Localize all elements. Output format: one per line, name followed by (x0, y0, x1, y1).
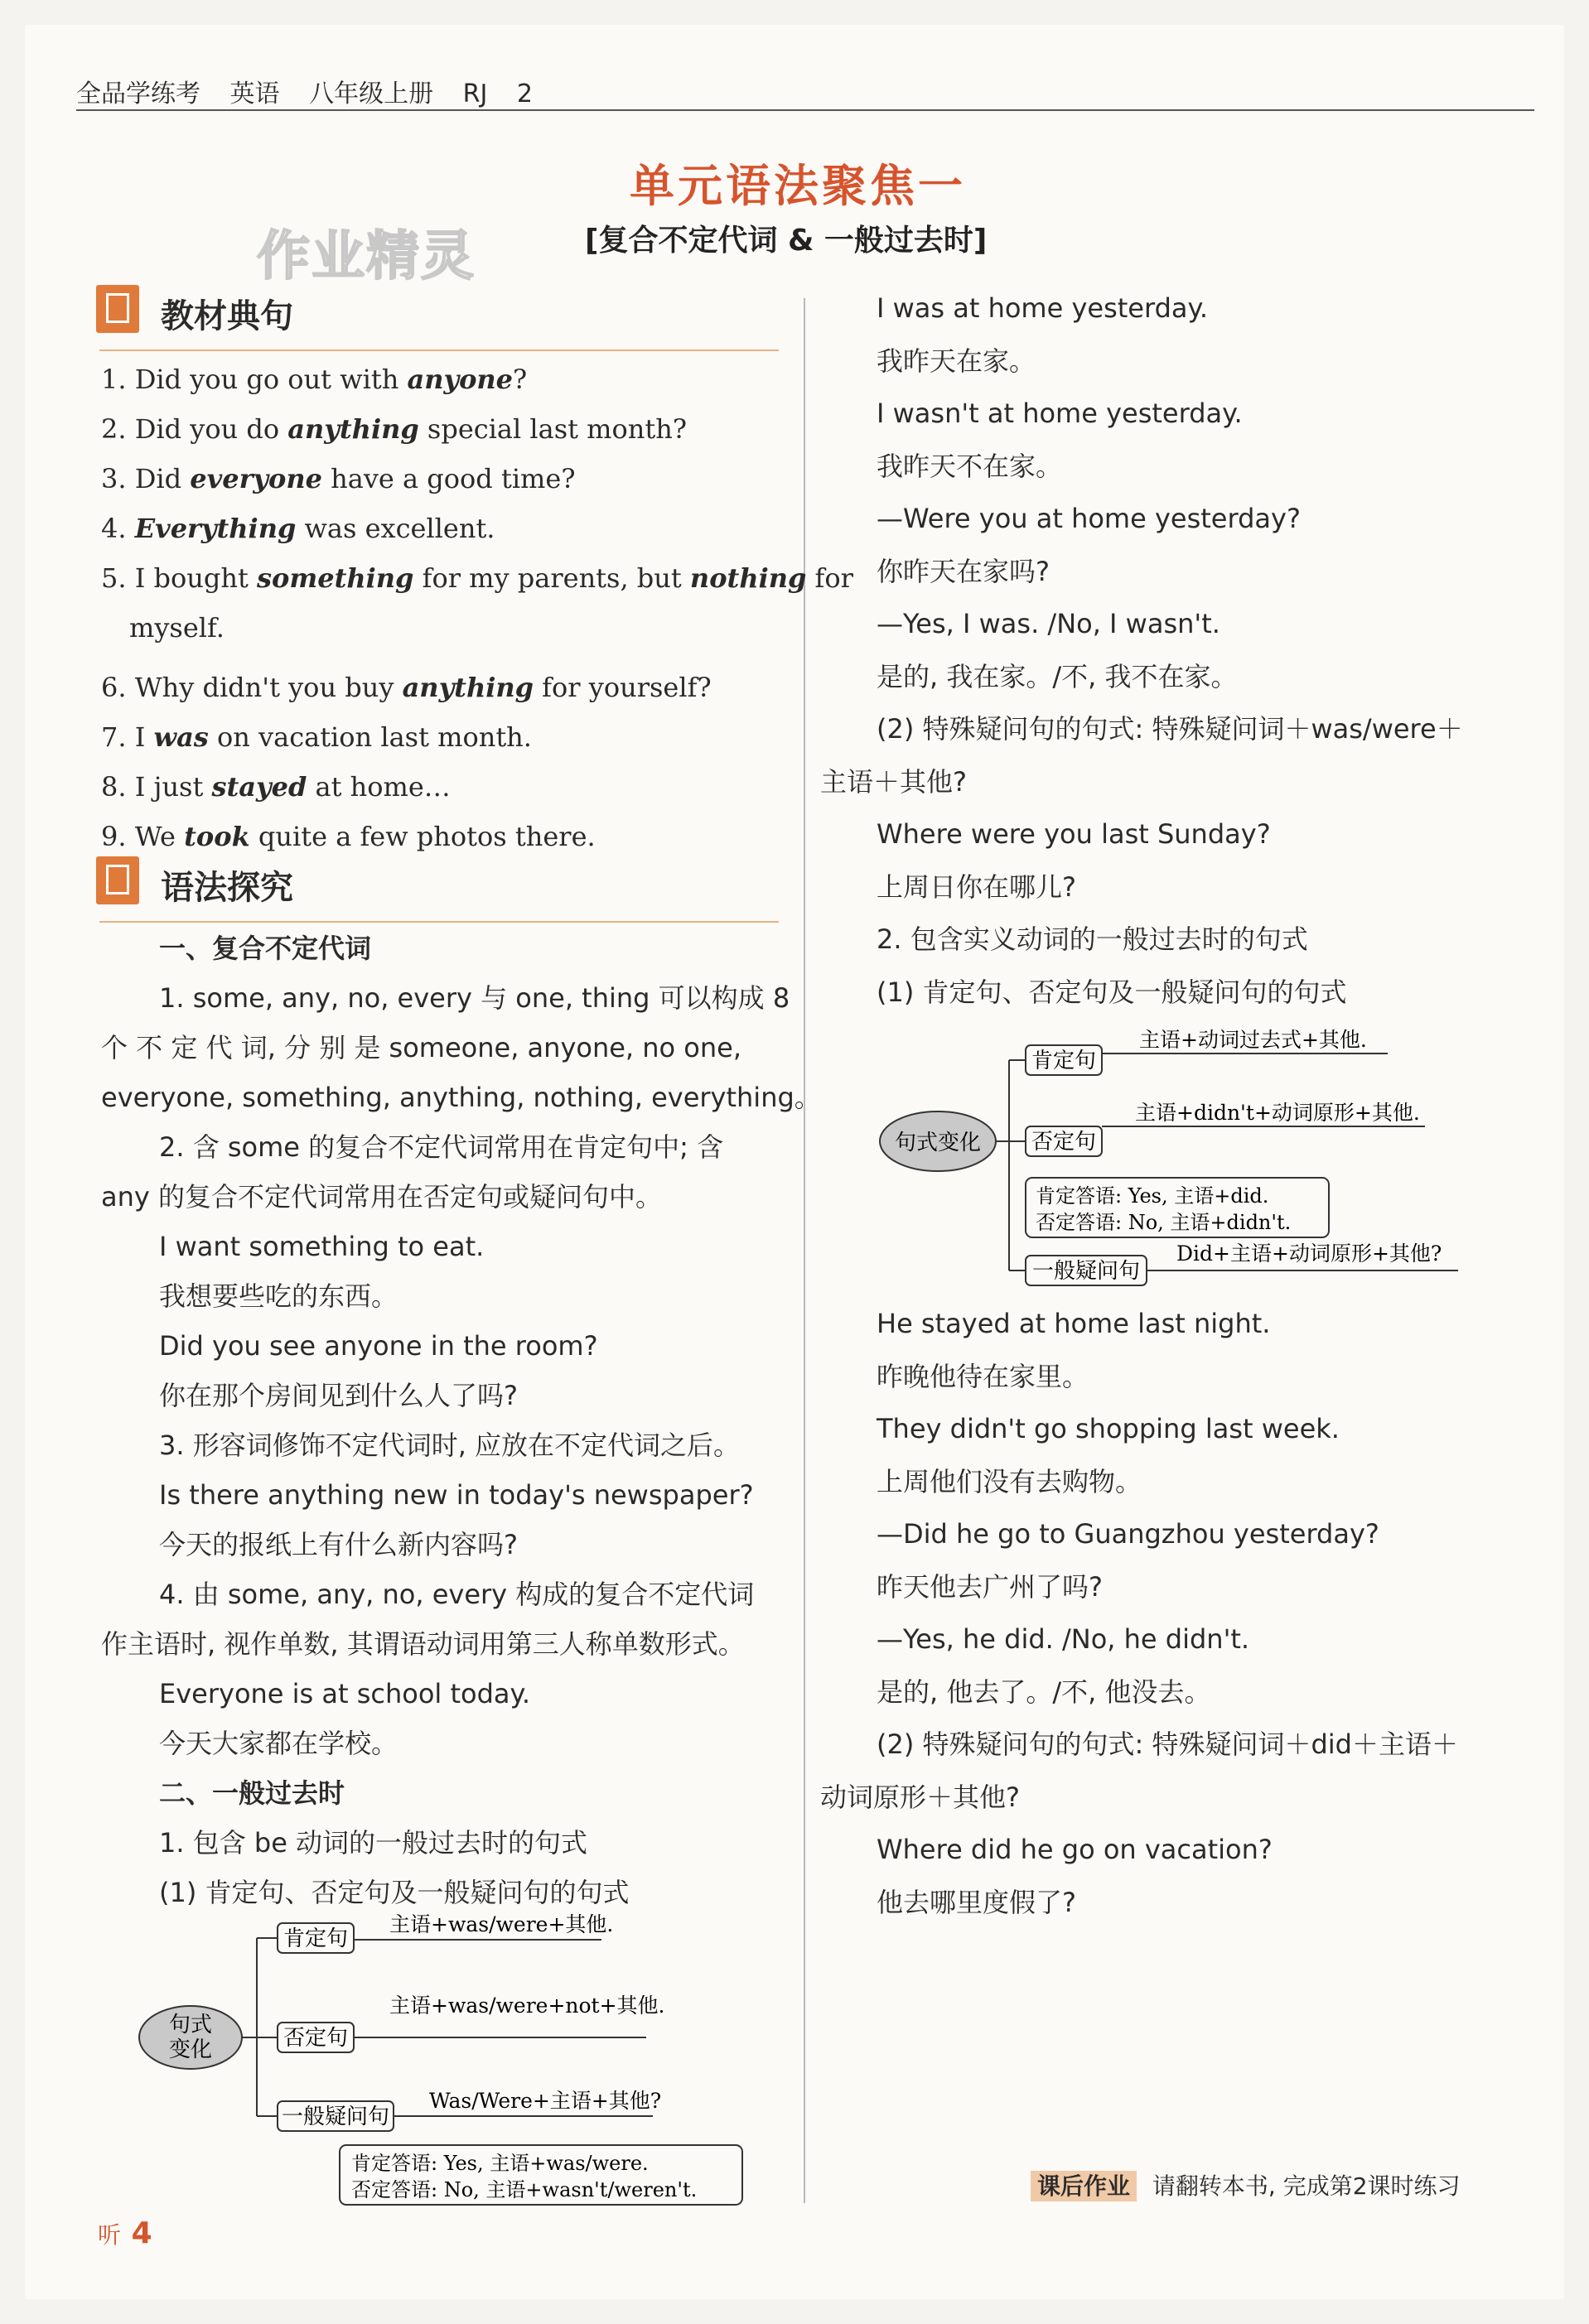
branch-negative: 否定句 (1031, 1130, 1097, 1155)
question-pattern: Was/Were+主语+其他? (429, 2089, 662, 2113)
text-span: 2. 含 some 的复合不定代词常用在肯定句中; 含 (159, 1131, 724, 1163)
text-span: 今天的报纸上有什么新内容吗? (159, 1529, 518, 1560)
text-span: Did you see anyone in the room? (159, 1330, 598, 1362)
text-span: (2) 特殊疑问句的句式: 特殊疑问词＋was/were＋ (877, 713, 1463, 745)
negative-answer: 否定答语: No, 主语+wasn't/weren't. (351, 2178, 698, 2201)
key-word: was (153, 721, 209, 753)
branch-affirmative: 肯定句 (283, 1926, 349, 1951)
homework-text: 请翻转本书, 完成第2课时练习 (1152, 2172, 1461, 2200)
text-span: 上周日你在哪儿? (877, 870, 1076, 903)
text-span: any 的复合不定代词常用在否定句或疑问句中。 (101, 1181, 663, 1213)
text-span: 是的, 他去了。/不, 他没去。 (877, 1675, 1211, 1708)
branch-negative: 否定句 (283, 2026, 349, 2051)
affirmative-pattern: 主语+动词过去式+其他. (1139, 1028, 1367, 1052)
example-sentence (101, 412, 687, 446)
text-span: special last month? (418, 413, 687, 445)
example-sentence (101, 721, 532, 754)
text-span: 是的, 我在家。/不, 我不在家。 (877, 660, 1238, 692)
text-span: —Yes, he did. /No, he didn't. (877, 1623, 1250, 1655)
body-line (820, 765, 967, 798)
homework-tag: 课后作业 (1031, 2171, 1137, 2201)
body-line (159, 1826, 587, 1859)
text-span: 作主语时, 视作单数, 其谓语动词用第三人称单数形式。 (101, 1628, 745, 1660)
text-span: quite a few photos there. (249, 821, 596, 852)
key-word: took (184, 821, 250, 852)
example-sentence (101, 671, 712, 704)
body-line (877, 660, 1237, 693)
body-line (877, 1360, 1089, 1393)
body-line (877, 1517, 1379, 1550)
body-line (159, 1280, 398, 1313)
section-rule (99, 921, 779, 923)
body-line (877, 1412, 1340, 1445)
key-word: anyone (407, 364, 514, 395)
text-span: 1. Did you go out with (101, 364, 408, 395)
text-span: Is there anything new in today's newspaper? (159, 1479, 754, 1511)
unit-title: 单元语法聚焦一 (630, 160, 966, 212)
body-line (877, 1728, 1458, 1761)
text-span: Where were you last Sunday? (877, 818, 1271, 850)
text-span: 今天大家都在学校。 (159, 1728, 398, 1759)
text-span: 我昨天不在家。 (877, 450, 1063, 482)
center-label: 句式变化 (894, 1131, 982, 1155)
text-span: 1. 包含 be 动词的一般过去时的句式 (159, 1827, 588, 1859)
body-line (877, 1833, 1273, 1866)
body-line (877, 292, 1208, 325)
body-line (877, 976, 1347, 1009)
text-span: 5. I bought (101, 562, 257, 594)
connector-lines (242, 1938, 278, 2116)
body-line (877, 712, 1463, 745)
text-span: 我想要些吃的东西。 (159, 1280, 398, 1312)
sub-heading (159, 932, 371, 965)
affirmative-answer: 肯定答语: Yes, 主语+did. (1036, 1184, 1269, 1208)
text-span: ? (513, 364, 528, 395)
body-line (877, 345, 1036, 378)
branch-question: 一般疑问句 (1031, 1259, 1141, 1284)
body-line (101, 1031, 741, 1064)
text-span: They didn't go shopping last week. (877, 1413, 1340, 1444)
example-sentence (101, 512, 495, 545)
text-span: 6. Why didn't you buy (101, 672, 403, 703)
key-word: anything (402, 672, 534, 703)
affirmative-pattern: 主语+was/were+其他. (389, 1912, 614, 1936)
example-sentence (101, 462, 575, 495)
text-span: for my parents, but (413, 562, 690, 594)
text-span: 2. 包含实义动词的一般过去时的句式 (877, 923, 1308, 955)
body-line (101, 1180, 662, 1213)
text-span: 二、一般过去时 (159, 1777, 345, 1809)
text-span: at home… (307, 771, 451, 803)
text-span: was excellent. (296, 513, 495, 544)
text-span: 8. I just (101, 771, 212, 803)
text-span: (1) 肯定句、否定句及一般疑问句的句式 (877, 976, 1347, 1008)
text-span: 昨天他去广州了吗? (877, 1570, 1103, 1603)
book-icon (96, 856, 139, 904)
example-sentence (101, 820, 596, 853)
body-line (877, 502, 1301, 535)
text-span: myself. (129, 612, 225, 644)
body-line (877, 817, 1271, 851)
body-line (877, 923, 1308, 956)
body-line (159, 1329, 598, 1362)
center-label-2: 变化 (168, 2037, 213, 2062)
body-line (159, 1876, 630, 1909)
body-line (159, 1230, 484, 1263)
text-span: 主语＋其他? (820, 765, 967, 798)
body-line (877, 1570, 1103, 1603)
body-line (877, 607, 1220, 640)
volume-number: 2 (516, 80, 533, 108)
text-span: 一、复合不定代词 (159, 933, 372, 964)
key-word: everyone (190, 463, 322, 494)
edition: RJ (462, 80, 488, 108)
body-line (877, 555, 1050, 588)
homework-note (1031, 2168, 1461, 2201)
body-line (159, 1578, 754, 1611)
subject: 英语 (229, 80, 280, 108)
text-span: 4. 由 some, any, no, every 构成的复合不定代词 (159, 1579, 755, 1610)
example-sentence (101, 562, 853, 595)
branch-question: 一般疑问句 (281, 2105, 390, 2129)
text-span: 你在那个房间见到什么人了吗? (159, 1380, 518, 1411)
text-span: on vacation last month. (208, 721, 532, 753)
text-span: —Were you at home yesterday? (877, 503, 1301, 534)
connector-lines (996, 1060, 1026, 1270)
text-span: (2) 特殊疑问句的句式: 特殊疑问词＋did＋主语＋ (877, 1729, 1458, 1760)
body-line (101, 1627, 745, 1661)
question-pattern: Did+主语+动词原形+其他? (1176, 1242, 1442, 1266)
text-span: Where did he go on vacation? (877, 1834, 1273, 1865)
text-span: have a good time? (321, 463, 576, 494)
body-line (877, 870, 1076, 904)
example-sentence (101, 770, 451, 803)
key-word: nothing (689, 562, 807, 594)
negative-pattern: 主语+was/were+not+其他. (389, 1994, 665, 2018)
text-span: for (806, 562, 853, 594)
body-line (877, 1886, 1076, 1919)
text-span: 你昨天在家吗? (877, 555, 1050, 587)
center-label-1: 句式 (168, 2013, 213, 2037)
key-word: stayed (211, 771, 307, 803)
example-sentence (101, 363, 527, 396)
text-span: 3. 形容词修饰不定代词时, 应放在不定代词之后。 (159, 1430, 741, 1461)
text-span: (1) 肯定句、否定句及一般疑问句的句式 (159, 1877, 630, 1908)
body-line (159, 1528, 518, 1561)
negative-answer: 否定答语: No, 主语+didn't. (1036, 1211, 1292, 1234)
body-line (159, 981, 790, 1015)
watermark-logo: 作业精灵 (257, 226, 476, 287)
key-word: something (257, 562, 414, 594)
running-header (76, 73, 554, 109)
text-span: He stayed at home last night. (877, 1308, 1271, 1339)
action-verb-sentence-diagram (878, 1020, 1475, 1302)
body-line (820, 1781, 1020, 1814)
text-span: Everyone is at school today. (159, 1678, 531, 1709)
text-span: I was at home yesterday. (877, 292, 1209, 324)
grade: 八年级上册 (309, 80, 434, 108)
sub-heading (159, 1777, 345, 1810)
body-line (877, 1622, 1249, 1656)
text-span: for yourself? (534, 672, 712, 703)
text-span: I wasn't at home yesterday. (877, 398, 1243, 429)
header-rule (76, 109, 1534, 111)
text-span: 2. Did you do (101, 413, 288, 445)
body-line (877, 1675, 1210, 1709)
text-span: 上周他们没有去购物。 (877, 1465, 1142, 1497)
text-span: everyone, something, anything, nothing, everything。 (101, 1082, 821, 1113)
text-span: 9. We (101, 821, 185, 852)
body-line (877, 1465, 1142, 1498)
body-line (159, 1677, 530, 1710)
body-line (159, 1478, 754, 1512)
example-sentence-continued (129, 611, 225, 644)
body-line (159, 1727, 398, 1760)
text-span: 3. Did (101, 463, 191, 494)
page-number-value: 4 (131, 2216, 152, 2250)
body-line (159, 1429, 740, 1462)
text-span: —Yes, I was. /No, I wasn't. (877, 608, 1220, 639)
be-verb-sentence-diagram (133, 1905, 762, 2223)
body-line (101, 1081, 821, 1114)
text-span: 动词原形＋其他? (820, 1781, 1020, 1813)
body-line (877, 450, 1062, 483)
series-name: 全品学练考 (76, 80, 200, 108)
body-line (877, 1307, 1270, 1340)
text-span: 7. I (101, 721, 154, 753)
text-span: I want something to eat. (159, 1231, 485, 1262)
negative-pattern: 主语+didn't+动词原形+其他. (1135, 1101, 1420, 1125)
page-number (98, 2216, 152, 2250)
text-span: 个 不 定 代 词, 分 别 是 someone, anyone, no one, (101, 1032, 742, 1063)
key-word: Everything (134, 513, 297, 544)
text-span: 我昨天在家。 (877, 345, 1036, 377)
book-icon (96, 285, 139, 333)
unit-subtitle: [复合不定代词 & 一般过去时] (585, 224, 988, 258)
text-span: 昨晚他待在家里。 (877, 1360, 1089, 1392)
text-span: 4. (101, 513, 135, 544)
branch-affirmative: 肯定句 (1031, 1049, 1097, 1073)
text-span: —Did he go to Guangzhou yesterday? (877, 1518, 1379, 1550)
affirmative-answer: 肯定答语: Yes, 主语+was/were. (351, 2152, 649, 2175)
text-span: 他去哪里度假了? (877, 1886, 1076, 1918)
body-line (877, 397, 1243, 430)
section-rule (99, 350, 779, 351)
body-line (159, 1131, 723, 1164)
text-span: 1. some, any, no, every 与 one, thing 可以构成 8 (159, 982, 790, 1014)
page-prefix: 听 (98, 2221, 122, 2249)
body-line (159, 1379, 518, 1412)
key-word: anything (287, 413, 419, 445)
